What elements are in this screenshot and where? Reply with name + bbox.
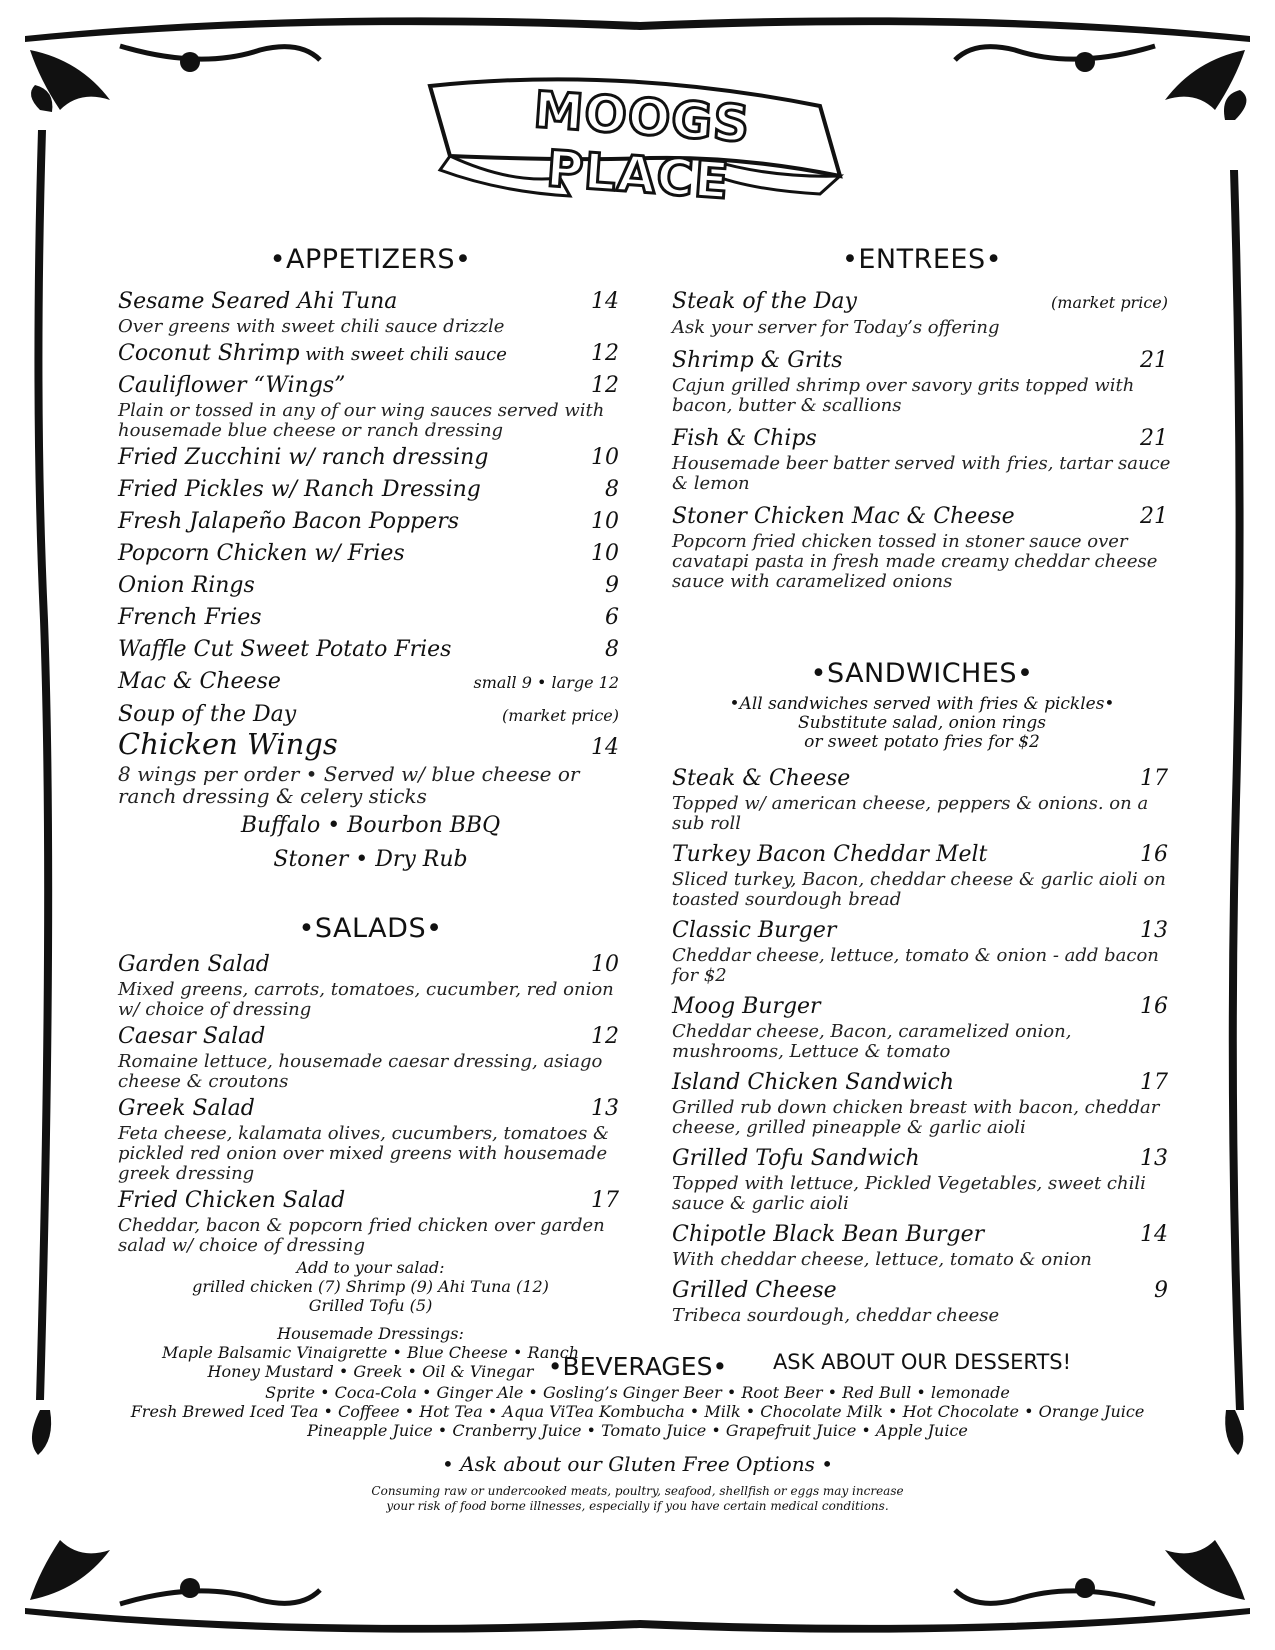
item-name: Chipotle Black Bean Burger [672, 1222, 985, 1247]
menu-item [672, 287, 1172, 338]
menu-item [672, 764, 1172, 834]
menu-item [672, 1068, 1172, 1138]
item-name: Steak of the Day [672, 289, 857, 314]
item-price: 10 [591, 509, 619, 534]
item-name: Classic Burger [672, 918, 837, 943]
item-name: Coconut Shrimp [118, 341, 300, 366]
menu-item-chicken-wings [118, 729, 623, 875]
beverages-line-1: Sprite • Coca-Cola • Ginger Ale • Gosling’s Ginger Beer • Root Beer • Red Bull • lemonade [265, 1383, 1010, 1402]
menu-item [672, 1144, 1172, 1214]
item-description: Topped with lettuce, Pickled Vegetables, sweet chili sauce & garlic aioli [672, 1173, 1146, 1214]
disclaimer-line-2: your risk of food borne illnesses, especially if you have certain medical conditions. [386, 1499, 889, 1513]
item-price: 21 [1140, 426, 1168, 451]
sandwiches-title: •SANDWICHES• [810, 658, 1034, 689]
item-name: Fried Zucchini w/ ranch dressing [118, 445, 489, 470]
item-name: Sesame Seared Ahi Tuna [118, 289, 398, 314]
item-description: Mixed greens, carrots, tomatoes, cucumber, red onion w/ choice of dressing [118, 979, 614, 1020]
beverages-line-3: Pineapple Juice • Cranberry Juice • Tomato Juice • Grapefruit Juice • Apple Juice [307, 1421, 968, 1440]
dressings-line-1: Maple Balsamic Vinaigrette • Blue Cheese • Ranch [161, 1343, 579, 1362]
menu-item [118, 371, 623, 441]
salad-addons-title: Add to your salad: [296, 1258, 445, 1277]
item-price: 14 [1140, 1222, 1168, 1247]
item-name: Island Chicken Sandwich [672, 1070, 955, 1095]
menu-item [672, 992, 1172, 1062]
menu-item [118, 287, 623, 337]
item-name: Caesar Salad [118, 1024, 266, 1049]
appetizers-title: •APPETIZERS• [269, 244, 472, 275]
item-price: 14 [591, 735, 619, 760]
item-name: Chicken Wings [118, 727, 338, 761]
item-name: Grilled Tofu Sandwich [672, 1146, 920, 1171]
desserts-note: ASK ABOUT OUR DESSERTS! [772, 1350, 1072, 1374]
menu-item [118, 571, 623, 601]
menu-item [118, 539, 623, 569]
item-price: 12 [591, 373, 619, 398]
item-description: Feta cheese, kalamata olives, cucumbers, tomatoes & pickled red onion over mixed greens with housemade greek dressing [118, 1123, 610, 1184]
item-price: 17 [1140, 766, 1168, 791]
menu-item [118, 667, 623, 698]
menu-item [672, 1276, 1172, 1326]
wing-flavors-line-2: Stoner • Dry Rub [273, 847, 468, 872]
item-name: Greek Salad [118, 1096, 255, 1121]
menu-item [118, 635, 623, 665]
item-name: French Fries [118, 605, 262, 630]
item-description: Plain or tossed in any of our wing sauces served with housemade blue cheese or ranch dressing [118, 400, 605, 441]
item-description: Sliced turkey, Bacon, cheddar cheese & garlic aioli on toasted sourdough bread [672, 869, 1166, 910]
menu-item [118, 1022, 623, 1092]
dressings-line-2: Honey Mustard • Greek • Oil & Vinegar [207, 1362, 534, 1381]
item-price: 10 [591, 541, 619, 566]
item-name: Fried Pickles w/ Ranch Dressing [118, 477, 481, 502]
menu-item [672, 502, 1172, 592]
item-price: 13 [591, 1096, 619, 1121]
item-price: 12 [591, 1024, 619, 1049]
item-note: with sweet chili sauce [299, 344, 507, 365]
item-price: 16 [1140, 994, 1168, 1019]
menu-item [672, 840, 1172, 910]
sandwich-list [672, 764, 1172, 1326]
item-name: Waffle Cut Sweet Potato Fries [118, 637, 452, 662]
gluten-free-note: • Ask about our Gluten Free Options • [441, 1452, 834, 1476]
item-price: 14 [591, 289, 619, 314]
entree-list [672, 287, 1172, 592]
sandwich-note-2: Substitute salad, onion rings [798, 713, 1046, 733]
item-price: 9 [605, 573, 619, 598]
menu-item [118, 1094, 623, 1184]
menu-item [118, 339, 623, 369]
item-name: Fresh Jalapeño Bacon Poppers [118, 509, 460, 534]
item-price: 13 [1140, 918, 1168, 943]
beverages-section [100, 1352, 1175, 1514]
item-price: (market price) [1051, 293, 1168, 312]
salad-addons-line-1: grilled chicken (7) Shrimp (9) Ahi Tuna (12) [192, 1277, 549, 1296]
menu-item [118, 1186, 623, 1256]
item-name: Soup of the Day [118, 702, 297, 727]
item-description: Grilled rub down chicken breast with bacon, cheddar cheese, grilled pineapple & garlic aioli [672, 1097, 1160, 1138]
item-description: Cheddar cheese, lettuce, tomato & onion - add bacon for $2 [672, 945, 1159, 986]
item-name: Grilled Cheese [672, 1278, 837, 1303]
entrees-title: •ENTREES• [841, 244, 1003, 275]
item-description: Cheddar cheese, Bacon, caramelized onion, mushrooms, Lettuce & tomato [672, 1021, 1072, 1062]
menu-item [118, 507, 623, 537]
sandwich-note-3: or sweet potato fries for $2 [804, 732, 1040, 752]
item-price: 12 [591, 341, 619, 366]
menu-item [672, 1220, 1172, 1270]
item-name: Popcorn Chicken w/ Fries [118, 541, 405, 566]
item-description: 8 wings per order • Served w/ blue cheese or ranch dressing & celery sticks [118, 762, 580, 808]
item-name: Onion Rings [118, 573, 255, 598]
left-column [118, 244, 623, 1381]
right-column [672, 244, 1172, 1374]
item-name: Cauliflower “Wings” [118, 373, 346, 398]
item-description: Cheddar, bacon & popcorn fried chicken over garden salad w/ choice of dressing [118, 1215, 605, 1256]
logo-text: MOOGS PLACE [531, 80, 753, 211]
item-price: small 9 • large 12 [473, 673, 619, 692]
item-price: 13 [1140, 1146, 1168, 1171]
item-name: Mac & Cheese [118, 669, 281, 694]
menu-item [118, 443, 623, 473]
item-name: Steak & Cheese [672, 766, 851, 791]
menu-item [118, 950, 623, 1020]
menu-item [118, 475, 623, 505]
menu-item [672, 916, 1172, 986]
item-description: Cajun grilled shrimp over savory grits topped with bacon, butter & scallions [672, 375, 1135, 416]
item-name: Garden Salad [118, 952, 270, 977]
beverages-title: •BEVERAGES• [547, 1352, 728, 1381]
item-name: Fried Chicken Salad [118, 1188, 346, 1213]
item-name: Stoner Chicken Mac & Cheese [672, 504, 1015, 529]
item-price: 8 [605, 637, 619, 662]
restaurant-logo [420, 66, 860, 211]
item-price: 21 [1140, 504, 1168, 529]
item-price: 10 [591, 445, 619, 470]
menu-item [672, 424, 1172, 494]
menu-item [672, 346, 1172, 416]
item-description: Housemade beer batter served with fries, tartar sauce & lemon [672, 453, 1171, 494]
wing-flavors-line-1: Buffalo • Bourbon BBQ [240, 813, 501, 838]
item-description: Romaine lettuce, housemade caesar dressing, asiago cheese & croutons [118, 1051, 603, 1092]
appetizer-list [118, 287, 623, 731]
item-price: 8 [605, 477, 619, 502]
item-name: Shrimp & Grits [672, 348, 843, 373]
item-price: 17 [591, 1188, 619, 1213]
item-price: (market price) [502, 706, 619, 725]
item-price: 6 [605, 605, 619, 630]
item-description: Tribeca sourdough, cheddar cheese [672, 1305, 1000, 1326]
item-price: 9 [1154, 1278, 1168, 1303]
item-description: Popcorn fried chicken tossed in stoner sauce over cavatapi pasta in fresh made creamy cheddar cheese sauce with caramelized onions [672, 531, 1158, 592]
item-description: Ask your server for Today’s offering [672, 317, 1000, 338]
item-name: Moog Burger [672, 994, 821, 1019]
salad-addons-line-2: Grilled Tofu (5) [308, 1296, 433, 1315]
salad-list [118, 950, 623, 1256]
item-price: 21 [1140, 348, 1168, 373]
item-description: Over greens with sweet chili sauce drizzle [118, 316, 505, 337]
item-description: With cheddar cheese, lettuce, tomato & onion [672, 1249, 1092, 1270]
item-price: 16 [1140, 842, 1168, 867]
item-description: Topped w/ american cheese, peppers & onions. on a sub roll [672, 793, 1149, 834]
item-price: 17 [1140, 1070, 1168, 1095]
disclaimer-line-1: Consuming raw or undercooked meats, poultry, seafood, shellfish or eggs may increase [371, 1484, 904, 1498]
item-price: 10 [591, 952, 619, 977]
sandwich-note-1: •All sandwiches served with fries & pickles• [729, 694, 1115, 714]
menu-item [118, 603, 623, 633]
item-name: Turkey Bacon Cheddar Melt [672, 842, 988, 867]
dressings-title: Housemade Dressings: [277, 1324, 464, 1343]
salads-title: •SALADS• [298, 913, 443, 944]
beverages-line-2: Fresh Brewed Iced Tea • Coffeee • Hot Tea • Aqua ViTea Kombucha • Milk • Chocolate Milk • Hot Chocolate • Orange Juice [130, 1402, 1145, 1421]
item-name: Fish & Chips [672, 426, 817, 451]
